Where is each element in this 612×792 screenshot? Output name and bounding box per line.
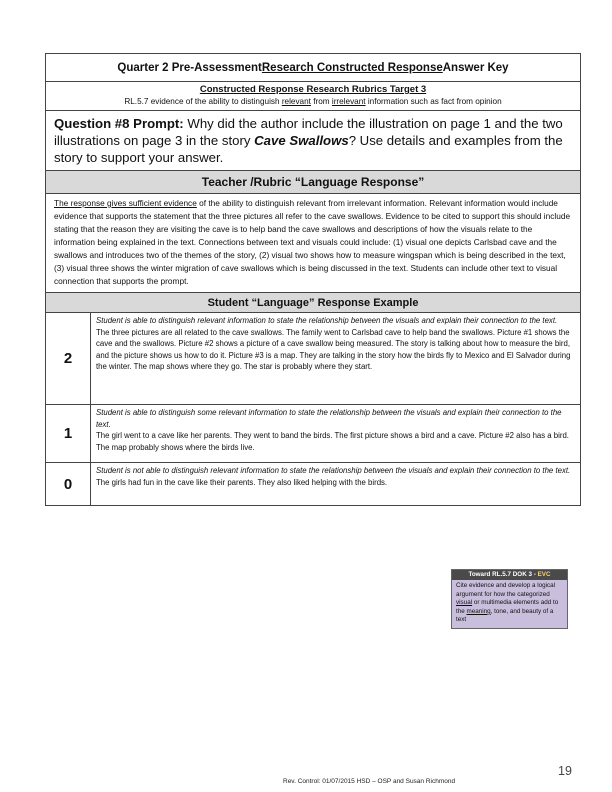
student-example-heading: Student “Language” Response Example [46, 293, 580, 313]
question-prompt: Question #8 Prompt: Why did the author include the illustration on page 1 and the two illustrations on page 3 in the story Cave Swallows? Use details and examples from the story to support your answer. [46, 111, 580, 171]
score-value: 0 [46, 463, 91, 505]
page-number: 19 [558, 764, 572, 778]
score-value: 1 [46, 405, 91, 462]
teacher-rubric-heading: Teacher /Rubric “Language Response” [46, 171, 580, 194]
revision-footer: Rev. Control: 01/07/2015 HSD – OSP and Susan Richmond [283, 778, 456, 785]
score-description: Student is able to distinguish some relevant information to state the relationship between the visuals and explain their connection to the text. The girl went to a cave like her parents. They went to band the birds. The first picture shows a bird and a cave. Picture #2 also has a bird. The map probably shows where the birds live. [96, 408, 569, 452]
teacher-rubric-body: The response gives sufficient evidence of the ability to distinguish relevant from irrelevant information. Relevant information would include evidence that supports the statement that the three pictures all refer to the cave swallows. Evidence to be cited to support this should include stating that the reason they are visiting the cave is to help band the cave swallows and descriptions of how the visuals relate to the information being explained in the text. Connections between text and visuals could include: (1) visual one depicts Carlsbad cave and the swallows and introduces two of the themes of the story, (2) visual two shows how to measure wingspan which is being described in the text, (3) visual three shows the winter migration of cave swallows which is being discussed in the text. Students can include other text to visual connection that supports the prompt. [46, 194, 580, 293]
document-title: Quarter 2 Pre-Assessment Research Constructed Response Answer Key [46, 54, 580, 82]
score-row-2 [46, 313, 580, 405]
rubric-standard: RL.5.7 evidence of the ability to distinguish relevant from irrelevant information such as fact from opinion [124, 97, 502, 106]
score-value: 2 [46, 313, 91, 404]
story-title: Cave Swallows [254, 133, 349, 148]
rubric-section [46, 82, 580, 111]
prompt-label: Question #8 Prompt: [54, 116, 184, 131]
answer-key-table [45, 53, 581, 506]
standard-callout [451, 569, 568, 629]
score-description: Student is able to distinguish relevant information to state the relationship between the visuals and explain their connection to the text. The three pictures are all related to the cave swallows. The family went to Carlsbad cave to help band the swallows. Picture #1 shows the cave and the swallows. Picture #2 shows a picture of a cave swallow being measured. The story is talking about how to measure the bird, and the picture shows us how to do it. Picture #3 is a map. They are talking in the story how the birds fly to Mexico and El Salvador during the winter. The map shows where they go. The star is probably where they start. [96, 316, 571, 371]
score-row-0 [46, 463, 580, 505]
standard-callout-header: Toward RL.5.7 DOK 3 - EVC [452, 570, 567, 580]
score-description: Student is not able to distinguish relevant information to state the relationship between the visuals and explain their connection to the text. The girls had fun in the cave like their parents. They also liked helping with the birds. [96, 466, 571, 487]
standard-callout-body: Cite evidence and develop a logical argument for how the categorized visual or multimedia elements add to the meaning, tone, and beauty of a text [456, 582, 559, 624]
rubric-title: Constructed Response Research Rubrics Target 3 [199, 84, 427, 95]
score-row-1 [46, 405, 580, 463]
